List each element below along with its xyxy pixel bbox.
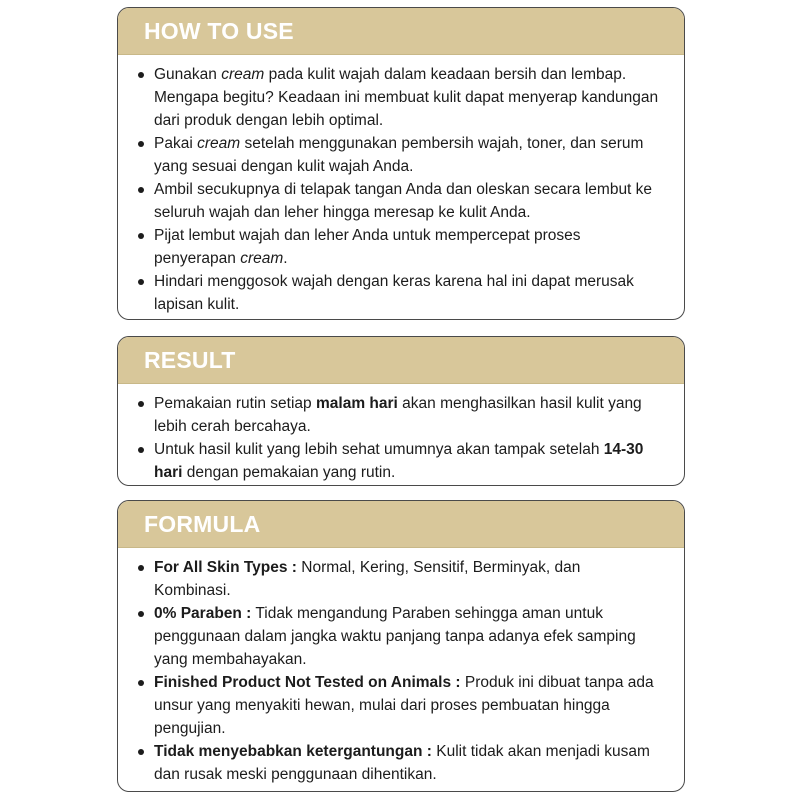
how-to-use-header: [118, 8, 684, 55]
bullet-icon: [138, 279, 144, 285]
item-text: .: [283, 250, 288, 267]
item-emphasis: cream: [240, 250, 284, 267]
bullet-icon: [138, 749, 144, 755]
list-item: [138, 392, 660, 438]
bullet-icon: [138, 187, 144, 193]
formula-list: [118, 548, 684, 786]
item-text: akan menghasilkan hasil kulit yang lebih cerah bercahaya.: [154, 395, 642, 435]
item-text: dengan pemakaian yang rutin.: [182, 464, 396, 481]
item-text: Ambil secukupnya di telapak tangan Anda dan oleskan secara lembut ke seluruh wajah dan leher hingga meresap ke kulit Anda.: [154, 181, 653, 221]
item-text: Kulit tidak akan menjadi kusam dan rusak meski penggunaan dihentikan.: [154, 743, 650, 783]
item-emphasis: 14-30 hari: [154, 441, 644, 481]
item-label: Tidak menyebabkan ketergantungan :: [154, 743, 432, 760]
list-item: [138, 270, 660, 316]
item-text: Hindari menggosok wajah dengan keras karena hal ini dapat merusak lapisan kulit.: [154, 273, 634, 313]
list-item: [138, 63, 660, 132]
item-label: Finished Product Not Tested on Animals :: [154, 674, 461, 691]
item-text: setelah menggunakan pembersih wajah, toner, dan serum yang sesuai dengan kulit wajah Anda.: [154, 135, 644, 175]
result-list: [118, 384, 684, 484]
item-text: Normal, Kering, Sensitif, Berminyak, dan Kombinasi.: [154, 559, 581, 599]
result-header: [118, 337, 684, 384]
list-item: [138, 740, 660, 786]
formula-card: [117, 500, 685, 792]
item-emphasis: malam hari: [315, 395, 398, 412]
bullet-icon: [138, 565, 144, 571]
item-text: Pijat lembut wajah dan leher Anda untuk mempercepat proses penyerapan: [154, 227, 581, 267]
list-item: [138, 132, 660, 178]
result-title: RESULT: [144, 346, 236, 373]
item-text: Produk ini dibuat tanpa ada unsur yang menyakiti hewan, mulai dari proses pembuatan hingga pengujian.: [154, 674, 654, 737]
list-item: [138, 178, 660, 224]
bullet-icon: [138, 680, 144, 686]
formula-header: [118, 501, 684, 548]
list-item: [138, 556, 660, 602]
item-text: Tidak mengandung Paraben sehingga aman untuk penggunaan dalam jangka waktu panjang tanpa adanya efek samping yang membahayakan.: [154, 605, 636, 668]
item-emphasis: cream: [197, 135, 241, 152]
bullet-icon: [138, 72, 144, 78]
how-to-use-list: [118, 55, 684, 316]
bullet-icon: [138, 401, 144, 407]
list-item: [138, 438, 660, 484]
list-item: [138, 602, 660, 671]
item-text: Pemakaian rutin setiap: [154, 395, 316, 412]
item-label: 0% Paraben :: [154, 605, 252, 622]
bullet-icon: [138, 141, 144, 147]
item-text: Pakai: [154, 135, 198, 152]
formula-title: FORMULA: [144, 510, 261, 537]
item-text: Untuk hasil kulit yang lebih sehat umumnya akan tampak setelah: [154, 441, 604, 458]
item-text: pada kulit wajah dalam keadaan bersih dan lembap. Mengapa begitu? Keadaan ini membuat kulit dapat menyerap kandungan dari produk dengan lebih optimal.: [154, 66, 659, 129]
how-to-use-title: HOW TO USE: [144, 17, 294, 44]
item-label: For All Skin Types :: [154, 559, 297, 576]
item-emphasis: cream: [221, 66, 265, 83]
item-text: Gunakan: [154, 66, 222, 83]
bullet-icon: [138, 233, 144, 239]
result-card: [117, 336, 685, 486]
bullet-icon: [138, 447, 144, 453]
bullet-icon: [138, 611, 144, 617]
how-to-use-card: [117, 7, 685, 320]
list-item: [138, 671, 660, 740]
list-item: [138, 224, 660, 270]
